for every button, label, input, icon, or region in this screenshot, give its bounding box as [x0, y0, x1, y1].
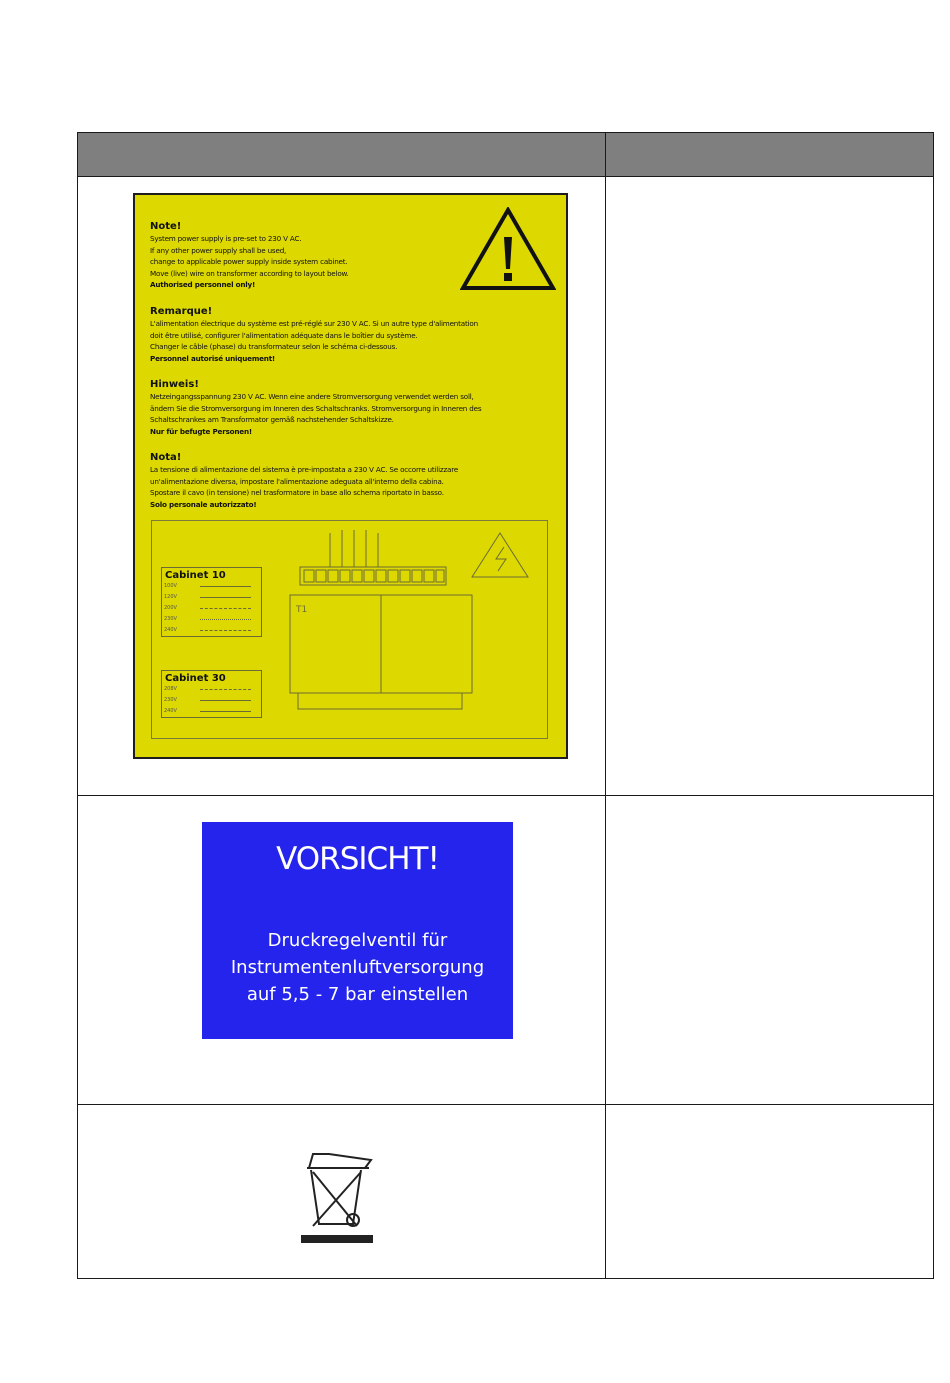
table-header — [78, 133, 933, 177]
note-section-de: Hinweis! Netzeingangsspannung 230 V AC. Wenn eine andere Stromversorgung verwendet werden soll, ändern Sie die Stromversorgung im Inneren des Schaltschranks. Stromversorgung in Inneren des Schaltschrankes am Transformator gemäß nachstehender Schaltskizze. Nur für befugte Personen! — [150, 379, 482, 436]
row-divider — [78, 1104, 933, 1105]
cabinet-30-legend: Cabinet 30 208V 230V 240V — [161, 670, 262, 718]
note-section-it: Nota! La tensione di alimentazione del sistema è pre-impostata a 230 V AC. Se occorre utilizzare un'alimentazione diversa, impostare l'alimentazione adeguata all'interno della cabina. Spostare il cavo (in tensione) nel trasformatore in base allo schema riportato in basso. Solo personale autorizzato! — [150, 452, 459, 509]
column-divider — [605, 133, 606, 1278]
caution-heading: VORSICHT! — [276, 841, 439, 877]
caution-label — [202, 822, 513, 1039]
crossed-out-bin-icon — [299, 1150, 375, 1244]
note-section-fr: Remarque! L'alimentation électrique du système est pré-réglé sur 230 V AC. Si un autre type d'alimentation doit être utilisé, configurer l'alimentation adéquate dans le boîtier du système. Changer le câble (phase) du transformateur selon le schéma ci-dessous. Personnel autorisé uniquement! — [150, 306, 478, 363]
row-divider — [78, 795, 933, 796]
power-supply-warning-label — [133, 193, 568, 759]
transformer-wiring-diagram — [151, 520, 548, 739]
note-section-en: Note! System power supply is pre-set to 230 V AC. If any other power supply shall be used, change to applicable power supply inside system cabinet. Move (live) wire on transformer according to layout below. Authorised personnel only! — [150, 221, 349, 289]
transformer-label: T1 — [296, 605, 308, 615]
transformer-schematic — [272, 525, 544, 730]
cabinet-10-legend: Cabinet 10 100V 120V 200V 230V 240V — [161, 567, 262, 637]
caution-text: Druckregelventil für Instrumentenluftversorgung auf 5,5 - 7 bar einstellen — [230, 930, 485, 1005]
